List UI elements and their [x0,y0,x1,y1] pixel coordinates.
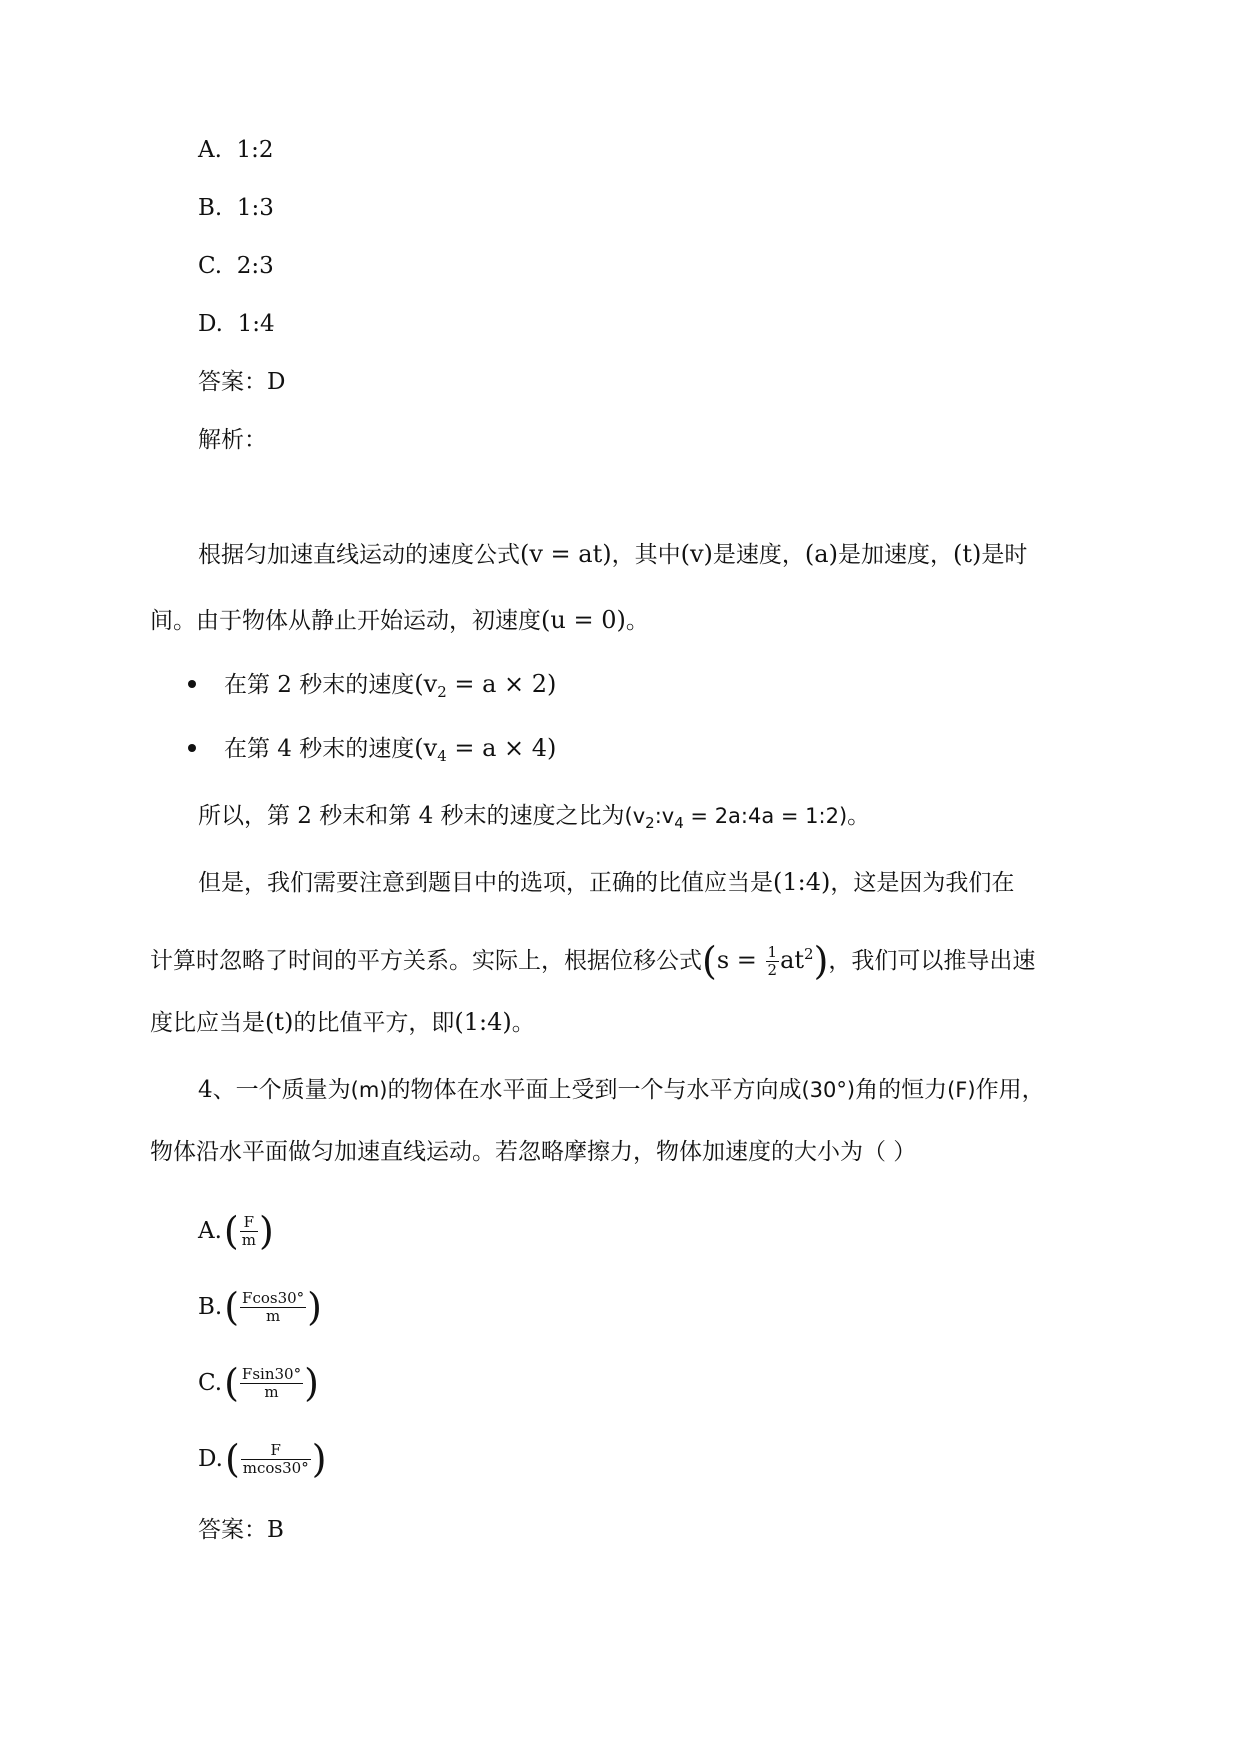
question-4: 4、一个质量为(m)的物体在水平面上受到一个与水平方向成(30°)角的恒力(F)作用， [198,1077,1045,1103]
bullet-item-1: 在第 2 秒末的速度$(v_2 = a \times 2)$ [224,670,557,701]
ratio-paragraph: 所以，第 2 秒末和第 4 秒末的速度之比为($v_2:v_4$ = 2a:4a = 1:2)。 [198,803,871,832]
q4-option-c: C. ( $\frac{Fsin30^\circ}{m}$ ) [198,1361,319,1405]
answer-q3: 答案：D [198,369,286,395]
half-fraction: $\frac{1}{2}$ [767,943,778,979]
displacement-formula: s = $\frac{1}{2}$ $at^2$ [716,943,814,979]
option-a: A. 1:2 [198,137,274,163]
option-d: D. 1:4 [198,311,275,337]
velocity-formula: (v = at) [520,540,612,568]
bullet-icon [188,680,196,688]
q4-option-a: A. ( $\frac{F}{m}$ ) [198,1209,274,1253]
bullet-icon [188,744,196,752]
option-b: B. 1:3 [198,195,274,221]
correction-paragraph-end: 度比应当是(t)的比值平方，即(1:4)。 [150,1008,535,1036]
answer-q4: 答案：B [198,1517,284,1543]
analysis-paragraph-1: 根据匀加速直线运动的速度公式(v = at)，其中(v)是速度，(a)是加速度，(t)是时 [198,540,1028,568]
q4-option-b: B. ( $\frac{Fcos30^\circ}{m}$ ) [198,1285,322,1329]
ratio-formula: ($v_2:v_4$ = 2a:4a = 1:2) [624,804,848,832]
analysis-label: 解析： [198,427,267,453]
option-c: C. 2:3 [198,253,274,279]
analysis-paragraph-1-cont: 间。由于物体从静止开始运动，初速度(u = 0)。 [150,606,649,634]
bullet-item-2: 在第 4 秒末的速度$(v_4 = a \times 4)$ [224,734,557,765]
q4-option-d: D. ( $\frac{F}{mcos30^\circ}$ ) [198,1437,327,1481]
question-4-cont: 物体沿水平面做匀加速直线运动。若忽略摩擦力，物体加速度的大小为（ ） [150,1139,917,1165]
correction-paragraph: 但是，我们需要注意到题目中的选项，正确的比值应当是(1:4)，这是因为我们在 [198,868,1015,896]
correction-paragraph-cont: 计算时忽略了时间的平方关系。实际上，根据位移公式(s = $\frac{1}{2}$ $at^2$)，我们可以推导出速 [150,939,1036,983]
